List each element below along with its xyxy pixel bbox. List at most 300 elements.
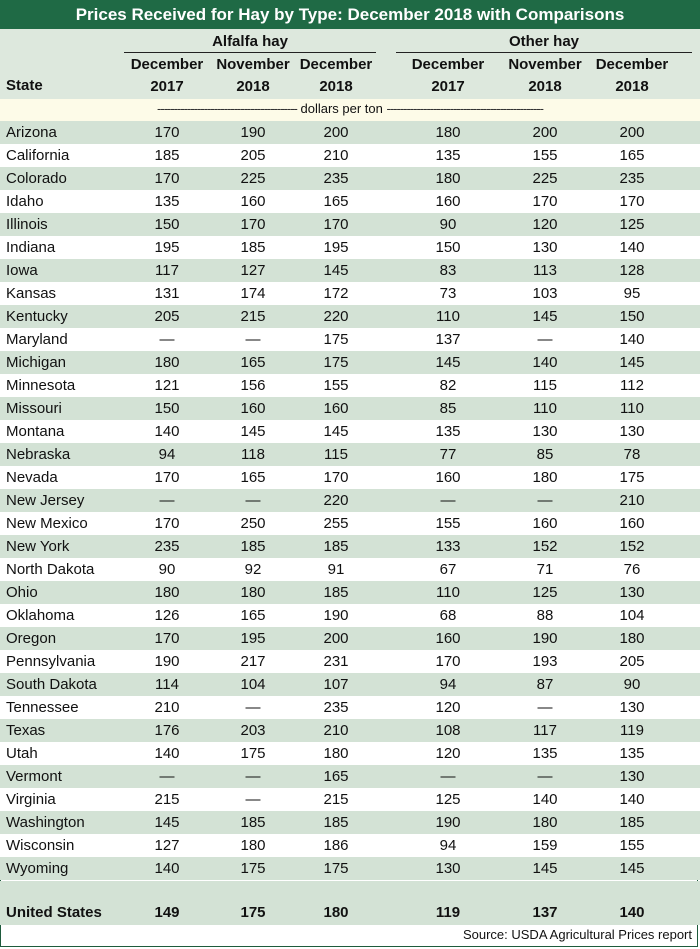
units-dashes-left: ------------------------------------------ bbox=[157, 101, 297, 116]
state-name: Virginia bbox=[6, 791, 56, 808]
state-name: California bbox=[6, 147, 70, 164]
price-cell: 170 bbox=[154, 124, 180, 141]
price-cell: 210 bbox=[154, 699, 180, 716]
table-row bbox=[0, 581, 700, 604]
table-title: Prices Received for Hay by Type: December 2018 with Comparisons bbox=[0, 0, 700, 29]
table-row bbox=[0, 190, 700, 213]
total-row-label: United States bbox=[6, 904, 102, 921]
price-cell: 127 bbox=[154, 837, 180, 854]
price-cell: 140 bbox=[619, 239, 645, 256]
price-cell: 175 bbox=[323, 354, 349, 371]
price-cell: 165 bbox=[323, 768, 349, 785]
price-cell: 215 bbox=[154, 791, 180, 808]
price-cell: 195 bbox=[154, 239, 180, 256]
price-cell: 160 bbox=[619, 515, 645, 532]
price-cell: 180 bbox=[240, 837, 266, 854]
price-cell: 145 bbox=[154, 814, 180, 831]
price-cell: 67 bbox=[439, 561, 457, 578]
price-cell: 76 bbox=[623, 561, 641, 578]
price-cell: 82 bbox=[439, 377, 457, 394]
units-label: dollars per ton bbox=[300, 101, 383, 116]
price-cell: 160 bbox=[240, 193, 266, 210]
price-cell: 119 bbox=[620, 722, 644, 739]
price-cell: 152 bbox=[619, 538, 645, 555]
price-cell: 200 bbox=[323, 630, 349, 647]
total-cell: 175 bbox=[240, 904, 266, 921]
price-cell: 215 bbox=[323, 791, 349, 808]
price-cell: 150 bbox=[435, 239, 461, 256]
table-row bbox=[0, 121, 700, 144]
column-header-month: November bbox=[508, 56, 582, 73]
price-cell: 170 bbox=[532, 193, 558, 210]
price-cell: 91 bbox=[327, 561, 345, 578]
column-header bbox=[291, 54, 381, 98]
price-cell: 117 bbox=[533, 722, 557, 739]
price-cell: 165 bbox=[240, 354, 266, 371]
price-cell: 90 bbox=[158, 561, 176, 578]
state-name: Nebraska bbox=[6, 446, 71, 463]
column-header-month: November bbox=[216, 56, 290, 73]
units-dashes-right: ----------------------------------------------- bbox=[386, 101, 543, 116]
column-header-year: 2018 bbox=[615, 78, 649, 95]
table-row bbox=[0, 420, 700, 443]
price-cell: 185 bbox=[240, 538, 266, 555]
price-cell: 217 bbox=[240, 653, 266, 670]
state-name: New York bbox=[6, 538, 70, 555]
price-cell: 200 bbox=[532, 124, 558, 141]
price-cell: 174 bbox=[240, 285, 266, 302]
price-cell: 200 bbox=[323, 124, 349, 141]
state-name: Wyoming bbox=[6, 860, 69, 877]
state-name: Maryland bbox=[6, 331, 68, 348]
state-name: Wisconsin bbox=[6, 837, 75, 854]
price-cell: 235 bbox=[619, 170, 645, 187]
price-cell: 152 bbox=[532, 538, 558, 555]
table-row bbox=[0, 397, 700, 420]
price-cell: 128 bbox=[619, 262, 645, 279]
price-cell: 190 bbox=[154, 653, 180, 670]
price-cell: 125 bbox=[435, 791, 461, 808]
price-cell: 185 bbox=[323, 814, 349, 831]
price-cell: 112 bbox=[620, 377, 644, 394]
price-cell: 185 bbox=[240, 814, 266, 831]
spacer-row bbox=[0, 881, 700, 901]
table-row bbox=[0, 374, 700, 397]
price-cell: 195 bbox=[323, 239, 349, 256]
table-row bbox=[0, 535, 700, 558]
group-label-alfalfa: Alfalfa hay bbox=[212, 33, 288, 50]
price-cell: 205 bbox=[619, 653, 645, 670]
table-row bbox=[0, 673, 700, 696]
state-name: Pennsylvania bbox=[6, 653, 96, 670]
price-cell: 160 bbox=[435, 630, 461, 647]
price-cell: 185 bbox=[154, 147, 180, 164]
table-row bbox=[0, 167, 700, 190]
price-cell: 135 bbox=[619, 745, 645, 762]
table-row bbox=[0, 788, 700, 811]
price-cell: 220 bbox=[323, 308, 349, 325]
price-cell: 205 bbox=[240, 147, 266, 164]
price-cell: 185 bbox=[323, 584, 349, 601]
price-cell: 180 bbox=[532, 814, 558, 831]
price-cell: 180 bbox=[240, 584, 266, 601]
price-cell: 137 bbox=[435, 331, 461, 348]
price-cell: 165 bbox=[240, 607, 266, 624]
price-cell: 200 bbox=[619, 124, 645, 141]
price-cell: 170 bbox=[435, 653, 461, 670]
price-cell: 127 bbox=[240, 262, 266, 279]
price-cell: 115 bbox=[533, 377, 557, 394]
table-row bbox=[0, 765, 700, 788]
price-cell: 255 bbox=[323, 515, 349, 532]
price-cell: — bbox=[245, 768, 261, 785]
column-header-month: December bbox=[130, 56, 204, 73]
price-cell: 145 bbox=[532, 308, 558, 325]
price-cell: 126 bbox=[154, 607, 180, 624]
price-cell: 87 bbox=[536, 676, 554, 693]
price-cell: — bbox=[245, 331, 261, 348]
price-cell: 170 bbox=[154, 469, 180, 486]
total-cell: 140 bbox=[619, 904, 645, 921]
price-cell: — bbox=[159, 331, 175, 348]
table-row bbox=[0, 305, 700, 328]
price-cell: 155 bbox=[323, 377, 349, 394]
column-header-month: December bbox=[299, 56, 373, 73]
price-cell: 210 bbox=[323, 147, 349, 164]
price-cell: 180 bbox=[619, 630, 645, 647]
price-cell: 115 bbox=[324, 446, 348, 463]
state-name: Iowa bbox=[6, 262, 38, 279]
price-cell: — bbox=[537, 331, 553, 348]
price-cell: 140 bbox=[154, 745, 180, 762]
state-name: Idaho bbox=[6, 193, 44, 210]
price-cell: 235 bbox=[323, 170, 349, 187]
state-name: Montana bbox=[6, 423, 65, 440]
price-cell: 140 bbox=[532, 354, 558, 371]
column-header bbox=[122, 54, 212, 98]
state-name: Minnesota bbox=[6, 377, 76, 394]
price-cell: 130 bbox=[619, 423, 645, 440]
price-cell: 205 bbox=[154, 308, 180, 325]
price-cell: 250 bbox=[240, 515, 266, 532]
price-cell: 125 bbox=[619, 216, 645, 233]
price-cell: 145 bbox=[323, 423, 349, 440]
price-cell: — bbox=[440, 768, 456, 785]
price-cell: — bbox=[245, 791, 261, 808]
column-header bbox=[208, 54, 298, 98]
table-row bbox=[0, 811, 700, 834]
price-cell: 160 bbox=[435, 469, 461, 486]
price-cell: 140 bbox=[154, 423, 180, 440]
price-cell: 113 bbox=[533, 262, 557, 279]
price-cell: 110 bbox=[620, 400, 644, 417]
price-cell: 73 bbox=[439, 285, 457, 302]
price-cell: 155 bbox=[619, 837, 645, 854]
price-cell: 94 bbox=[439, 837, 457, 854]
column-header-month: December bbox=[411, 56, 485, 73]
price-cell: 160 bbox=[323, 400, 349, 417]
state-name: South Dakota bbox=[6, 676, 97, 693]
price-cell: 94 bbox=[158, 446, 176, 463]
price-cell: 170 bbox=[154, 170, 180, 187]
table-row bbox=[0, 512, 700, 535]
state-name: Oklahoma bbox=[6, 607, 75, 624]
table-row bbox=[0, 282, 700, 305]
price-cell: — bbox=[245, 699, 261, 716]
price-cell: 131 bbox=[154, 285, 180, 302]
table-row bbox=[0, 489, 700, 512]
price-cell: 120 bbox=[435, 745, 461, 762]
price-cell: 203 bbox=[240, 722, 266, 739]
price-cell: 107 bbox=[323, 676, 349, 693]
price-cell: 120 bbox=[532, 216, 558, 233]
price-cell: — bbox=[537, 699, 553, 716]
total-row bbox=[0, 901, 700, 925]
table-row bbox=[0, 857, 700, 880]
table-row bbox=[0, 650, 700, 673]
table-row bbox=[0, 443, 700, 466]
price-cell: 150 bbox=[619, 308, 645, 325]
table-row bbox=[0, 742, 700, 765]
column-header bbox=[500, 54, 590, 98]
price-cell: 85 bbox=[536, 446, 554, 463]
column-header-year: 2018 bbox=[528, 78, 562, 95]
price-cell: 180 bbox=[154, 584, 180, 601]
price-cell: 90 bbox=[623, 676, 641, 693]
price-cell: 170 bbox=[240, 216, 266, 233]
price-cell: 130 bbox=[532, 239, 558, 256]
price-cell: — bbox=[440, 492, 456, 509]
table-row bbox=[0, 328, 700, 351]
price-cell: 195 bbox=[240, 630, 266, 647]
table-row bbox=[0, 834, 700, 857]
price-cell: 150 bbox=[154, 216, 180, 233]
group-rule-other bbox=[396, 52, 692, 53]
price-cell: 170 bbox=[323, 469, 349, 486]
price-cell: 78 bbox=[623, 446, 641, 463]
price-cell: 77 bbox=[439, 446, 457, 463]
price-cell: 103 bbox=[532, 285, 558, 302]
table-row bbox=[0, 604, 700, 627]
state-name: New Jersey bbox=[6, 492, 85, 509]
price-cell: 180 bbox=[154, 354, 180, 371]
price-cell: 186 bbox=[323, 837, 349, 854]
state-name: Indiana bbox=[6, 239, 56, 256]
price-cell: 185 bbox=[619, 814, 645, 831]
total-cell: 180 bbox=[323, 904, 349, 921]
price-cell: 170 bbox=[154, 630, 180, 647]
column-header-year: 2017 bbox=[431, 78, 465, 95]
total-cell: 149 bbox=[154, 904, 180, 921]
price-cell: 130 bbox=[435, 860, 461, 877]
table-row bbox=[0, 558, 700, 581]
price-cell: 215 bbox=[240, 308, 266, 325]
price-cell: 180 bbox=[532, 469, 558, 486]
price-cell: 156 bbox=[240, 377, 266, 394]
state-name: Washington bbox=[6, 814, 85, 831]
price-cell: 88 bbox=[536, 607, 554, 624]
price-cell: 175 bbox=[240, 745, 266, 762]
price-cell: 165 bbox=[240, 469, 266, 486]
column-header-year: 2018 bbox=[236, 78, 270, 95]
price-cell: 117 bbox=[155, 262, 179, 279]
price-cell: 160 bbox=[532, 515, 558, 532]
price-cell: 180 bbox=[435, 170, 461, 187]
price-cell: 190 bbox=[240, 124, 266, 141]
price-cell: — bbox=[537, 492, 553, 509]
price-cell: 225 bbox=[532, 170, 558, 187]
price-cell: 140 bbox=[619, 331, 645, 348]
column-header bbox=[403, 54, 493, 98]
table-row bbox=[0, 236, 700, 259]
state-name: Colorado bbox=[6, 170, 67, 187]
state-name: New Mexico bbox=[6, 515, 88, 532]
state-name: Tennessee bbox=[6, 699, 79, 716]
group-rule-alfalfa bbox=[124, 52, 376, 53]
price-cell: 135 bbox=[435, 147, 461, 164]
price-cell: 145 bbox=[240, 423, 266, 440]
price-cell: 83 bbox=[439, 262, 457, 279]
price-cell: 170 bbox=[323, 216, 349, 233]
price-cell: 110 bbox=[533, 400, 557, 417]
price-cell: 121 bbox=[154, 377, 180, 394]
table-row bbox=[0, 351, 700, 374]
price-cell: 135 bbox=[154, 193, 180, 210]
price-cell: 225 bbox=[240, 170, 266, 187]
price-cell: 185 bbox=[323, 538, 349, 555]
price-cell: 135 bbox=[435, 423, 461, 440]
price-cell: 165 bbox=[619, 147, 645, 164]
table-row bbox=[0, 144, 700, 167]
price-cell: 160 bbox=[435, 193, 461, 210]
state-name: Nevada bbox=[6, 469, 58, 486]
price-cell: 145 bbox=[619, 354, 645, 371]
state-name: Kentucky bbox=[6, 308, 68, 325]
column-header-year: 2018 bbox=[319, 78, 353, 95]
price-cell: 85 bbox=[439, 400, 457, 417]
price-cell: 193 bbox=[532, 653, 558, 670]
price-cell: 130 bbox=[619, 768, 645, 785]
state-name: Missouri bbox=[6, 400, 62, 417]
price-cell: 175 bbox=[323, 860, 349, 877]
price-cell: 220 bbox=[323, 492, 349, 509]
state-name: Kansas bbox=[6, 285, 57, 302]
price-cell: 235 bbox=[323, 699, 349, 716]
table-row bbox=[0, 213, 700, 236]
price-cell: 135 bbox=[532, 745, 558, 762]
price-cell: — bbox=[159, 768, 175, 785]
table-row bbox=[0, 719, 700, 742]
state-name: Illinois bbox=[6, 216, 48, 233]
price-cell: 114 bbox=[155, 676, 179, 693]
price-cell: 125 bbox=[532, 584, 558, 601]
state-name: Arizona bbox=[6, 124, 57, 141]
price-cell: 140 bbox=[619, 791, 645, 808]
price-cell: 120 bbox=[435, 699, 461, 716]
state-name: Ohio bbox=[6, 584, 38, 601]
price-cell: 130 bbox=[532, 423, 558, 440]
price-cell: 210 bbox=[323, 722, 349, 739]
state-name: Texas bbox=[6, 722, 46, 739]
source-note: Source: USDA Agricultural Prices report bbox=[462, 927, 692, 942]
price-cell: 104 bbox=[240, 676, 266, 693]
price-cell: 71 bbox=[536, 561, 554, 578]
price-cell: 185 bbox=[240, 239, 266, 256]
price-cell: 172 bbox=[323, 285, 349, 302]
price-cell: — bbox=[159, 492, 175, 509]
price-cell: 235 bbox=[154, 538, 180, 555]
price-cell: 175 bbox=[323, 331, 349, 348]
price-cell: 159 bbox=[532, 837, 558, 854]
price-cell: 104 bbox=[619, 607, 645, 624]
state-name: Michigan bbox=[6, 354, 67, 371]
total-cell: 137 bbox=[532, 904, 558, 921]
price-cell: 170 bbox=[154, 515, 180, 532]
price-cell: 160 bbox=[240, 400, 266, 417]
price-cell: — bbox=[245, 492, 261, 509]
price-cell: 210 bbox=[619, 492, 645, 509]
price-cell: 90 bbox=[439, 216, 457, 233]
units-row bbox=[0, 99, 700, 121]
price-cell: 68 bbox=[439, 607, 457, 624]
price-cell: 145 bbox=[435, 354, 461, 371]
price-cell: 140 bbox=[154, 860, 180, 877]
group-label-other: Other hay bbox=[508, 33, 580, 50]
state-name: Vermont bbox=[6, 768, 62, 785]
price-cell: 180 bbox=[435, 124, 461, 141]
price-cell: 95 bbox=[623, 285, 641, 302]
column-header-year: 2017 bbox=[150, 78, 184, 95]
price-cell: 176 bbox=[154, 722, 180, 739]
price-cell: 145 bbox=[619, 860, 645, 877]
price-cell: 133 bbox=[435, 538, 461, 555]
price-cell: — bbox=[537, 768, 553, 785]
price-cell: 180 bbox=[323, 745, 349, 762]
table-row bbox=[0, 627, 700, 650]
price-cell: 170 bbox=[619, 193, 645, 210]
total-cell: 119 bbox=[435, 904, 461, 921]
table-row bbox=[0, 259, 700, 282]
price-cell: 190 bbox=[532, 630, 558, 647]
state-column-header: State bbox=[6, 77, 43, 94]
price-cell: 175 bbox=[240, 860, 266, 877]
price-cell: 231 bbox=[323, 653, 349, 670]
price-cell: 94 bbox=[439, 676, 457, 693]
price-cell: 110 bbox=[436, 584, 460, 601]
price-cell: 145 bbox=[323, 262, 349, 279]
table-row bbox=[0, 696, 700, 719]
table-row bbox=[0, 466, 700, 489]
price-cell: 155 bbox=[532, 147, 558, 164]
column-header bbox=[587, 54, 677, 98]
price-cell: 190 bbox=[323, 607, 349, 624]
price-cell: 175 bbox=[619, 469, 645, 486]
price-cell: 155 bbox=[435, 515, 461, 532]
price-cell: 110 bbox=[436, 308, 460, 325]
state-name: Oregon bbox=[6, 630, 57, 647]
price-cell: 190 bbox=[435, 814, 461, 831]
price-cell: 108 bbox=[435, 722, 461, 739]
state-name: North Dakota bbox=[6, 561, 95, 578]
price-cell: 130 bbox=[619, 584, 645, 601]
price-cell: 92 bbox=[244, 561, 262, 578]
price-cell: 118 bbox=[241, 446, 265, 463]
price-cell: 130 bbox=[619, 699, 645, 716]
state-name: Utah bbox=[6, 745, 38, 762]
price-cell: 150 bbox=[154, 400, 180, 417]
column-header-month: December bbox=[595, 56, 669, 73]
price-cell: 165 bbox=[323, 193, 349, 210]
